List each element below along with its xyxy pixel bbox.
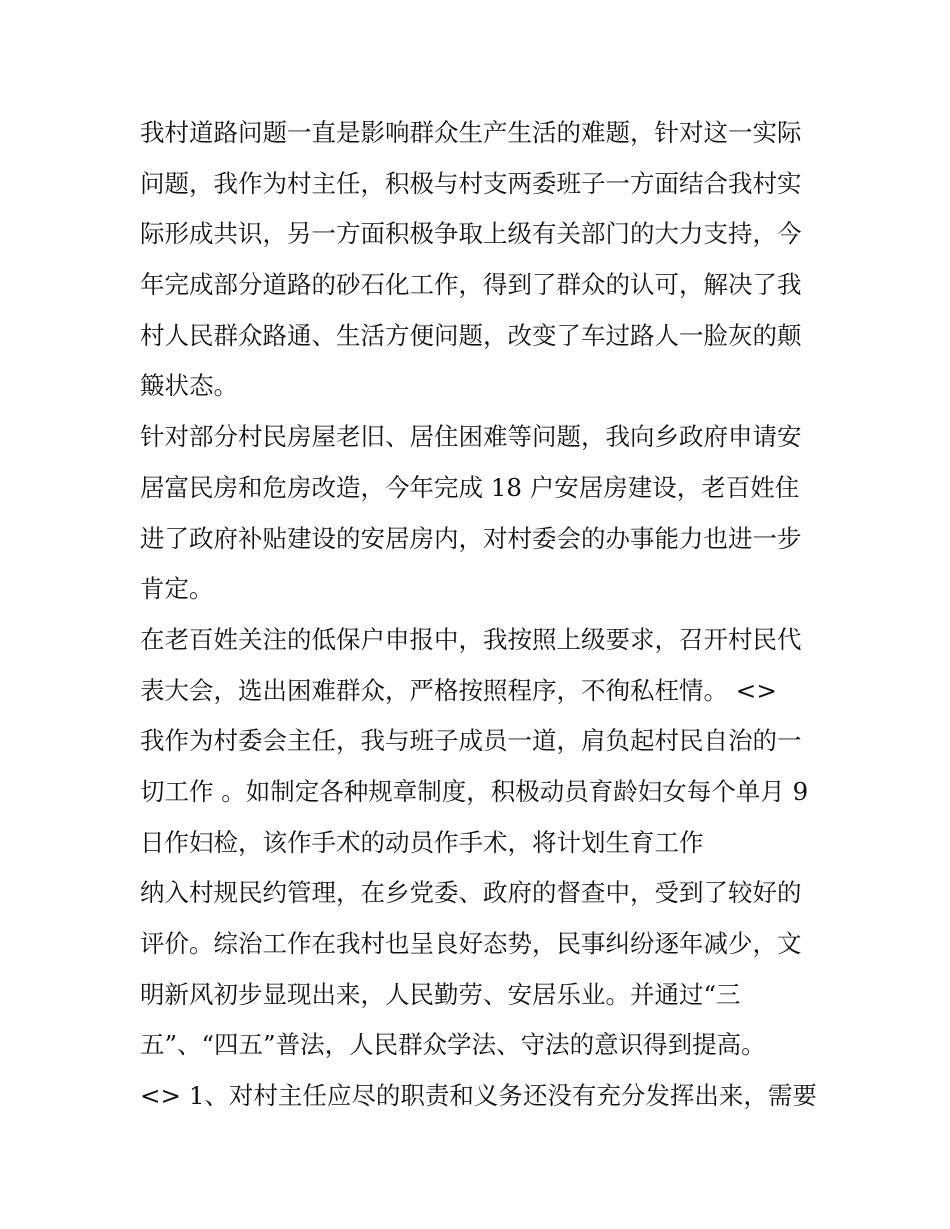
- text-line: 针对部分村民房屋老旧、居住困难等问题，我向乡政府申请安: [140, 422, 802, 452]
- text-line: 表大会，选出困难群众，严格按照程序，不徇私枉情。 <>: [140, 675, 777, 705]
- text-line: 明新风初步显现出来，人民勤劳、安居乐业。并通过“三: [140, 979, 741, 1009]
- text-line: 居富民房和危房改造，今年完成 18 户安居房建设，老百姓住: [140, 472, 800, 502]
- text-line: 际形成共识，另一方面积极争取上级有关部门的大力支持，今: [140, 219, 802, 249]
- text-line: 簸状态。: [140, 371, 238, 401]
- text-line: 日作妇检，该作手术的动员作手术，将计划生育工作: [140, 827, 704, 857]
- text-line: 我作为村委会主任，我与班子成员一道，肩负起村民自治的一: [140, 726, 802, 756]
- text-line: 评价。综治工作在我村也呈良好态势，民事纠纷逐年减少，文: [140, 929, 802, 958]
- text-line: 村人民群众路通、生活方便问题，改变了车过路人一脸灰的颠: [140, 320, 802, 350]
- text-line: 切工作 。如制定各种规章制度，积极动员育龄妇女每个单月 9: [140, 776, 809, 806]
- text-line: 五”、“四五”普法，人民群众学法、守法的意识得到提高。: [140, 1030, 766, 1060]
- text-line: 肯定。: [140, 574, 214, 604]
- text-line: 年完成部分道路的砂石化工作，得到了群众的认可，解决了我: [140, 270, 802, 300]
- text-line: 纳入村规民约管理，在乡党委、政府的督查中，受到了较好的: [140, 878, 802, 908]
- text-line: 问题，我作为村主任，积极与村支两委班子一方面结合我村实: [140, 168, 802, 198]
- text-line: 进了政府补贴建设的安居房内，对村委会的办事能力也进一步: [140, 523, 802, 553]
- text-line: <> 1、对村主任应尽的职责和义务还没有充分发挥出来，需要: [140, 1081, 817, 1111]
- text-line: 在老百姓关注的低保户申报中，我按照上级要求，召开村民代: [140, 624, 802, 654]
- document-body: [140, 108, 820, 1122]
- text-line: 我村道路问题一直是影响群众生产生活的难题，针对这一实际: [140, 118, 802, 147]
